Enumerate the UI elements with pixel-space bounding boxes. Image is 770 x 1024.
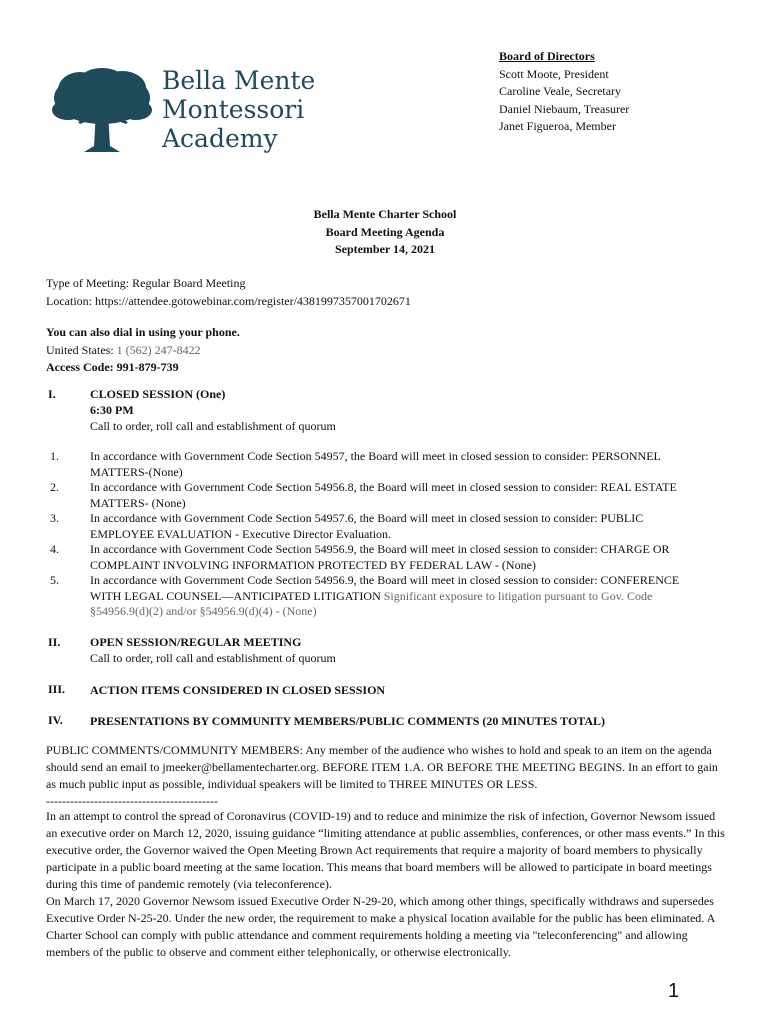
board-member: Scott Moote, President	[499, 66, 609, 81]
access-code: 991-879-739	[116, 360, 179, 374]
item-line: In accordance with Government Code Section 54956.9, the Board will meet in closed session to consider: CONFERENCE	[90, 573, 680, 587]
item-line: In accordance with Government Code Section 54957.6, the Board will meet in closed session to consider: PUBLIC	[90, 511, 644, 525]
board-member: Daniel Niebaum, Treasurer	[499, 101, 630, 116]
item-line: MATTERS-(None)	[90, 464, 183, 479]
item-line: In accordance with Government Code Section 54956.8, the Board will meet in closed session to consider: REAL ESTATE	[90, 480, 677, 494]
section-presentations: PRESENTATIONS BY COMMUNITY MEMBERS/PUBLIC COMMENTS (20 MINUTES TOTAL)	[90, 714, 606, 728]
section-action-items: ACTION ITEMS CONSIDERED IN CLOSED SESSION	[90, 683, 386, 697]
us-phone-number[interactable]: 1 (562) 247-8422	[116, 342, 201, 357]
list-item	[90, 511, 730, 542]
meeting-date: September 14, 2021	[334, 242, 436, 256]
dial-heading: You can also dial in using your phone.	[46, 325, 240, 339]
item-line: EMPLOYEE EVALUATION - Executive Director Evaluation.	[90, 526, 392, 541]
logo-wordmark	[162, 66, 315, 153]
item-line: In accordance with Government Code Section 54956.9, the Board will meet in closed session to consider: CHARGE OR	[90, 542, 670, 556]
section-closed-session	[90, 386, 336, 434]
list-item	[90, 480, 730, 511]
tree-logo-icon	[50, 68, 154, 154]
executive-order-paragraph: On March 17, 2020 Governor Newsom issued Executive Order N-29-20, which among other things, specifically withdraws and supersedes Executive Order N-25-20. Under the new order, the requirement to make a physical location available for the public has been eliminated. A Charter School can comply with public attendance and comment requirements holding a meeting via "teleconferencing" and allowing members of the public to observe and comment either telephonically, or otherwise electronically.	[46, 894, 715, 959]
board-member: Caroline Veale, Secretary	[499, 84, 622, 98]
public-comments-paragraph: PUBLIC COMMENTS/COMMUNITY MEMBERS: Any member of the audience who wishes to hold and speak to an item on the agenda should send an email to jmeeker@bellamentecharter.org. BEFORE ITEM 1.A. OR BEFORE THE MEETING BEGINS. In an effort to gain as much public input as possible, individual speakers will be limited to THREE MINUTES OR LESS.	[46, 743, 718, 791]
access-label: Access Code:	[46, 360, 117, 374]
list-item	[90, 542, 730, 573]
section-call-to-order: Call to order, roll call and establishment of quorum	[90, 419, 336, 433]
item-number: 1.	[50, 449, 59, 463]
item-number: 2.	[50, 480, 59, 494]
list-item	[90, 573, 730, 620]
section-open-session	[90, 634, 336, 666]
item-line: COMPLAINT INVOLVING INFORMATION PROTECTED BY FEDERAL LAW - (None)	[90, 557, 536, 572]
section-numeral-3: III.	[48, 682, 66, 696]
us-label: United States:	[46, 342, 117, 357]
item-number: 4.	[50, 542, 59, 556]
section-time: 6:30 PM	[90, 403, 134, 417]
item-line: MATTERS- (None)	[90, 495, 186, 510]
item-number: 3.	[50, 511, 59, 525]
meeting-location[interactable]: Location: https://attendee.gotowebinar.com/register/4381997357001702671	[46, 293, 411, 308]
list-item	[90, 449, 730, 480]
meeting-type: Type of Meeting: Regular Board Meeting	[46, 276, 246, 290]
item-line: In accordance with Government Code Section 54957, the Board will meet in closed session to consider: PERSONNEL	[90, 449, 661, 463]
section-title: OPEN SESSION/REGULAR MEETING	[90, 635, 302, 649]
section-numeral-2: II.	[48, 635, 61, 649]
dial-in-info	[46, 324, 240, 377]
board-heading: Board of Directors	[499, 49, 595, 63]
item-line: WITH LEGAL COUNSEL—ANTICIPATED LITIGATION	[90, 588, 384, 603]
agenda-title-block	[0, 206, 770, 259]
logo-line-2: Montessori	[162, 95, 305, 124]
logo-line-1: Bella Mente	[162, 66, 316, 95]
meeting-info	[46, 275, 411, 310]
section-title: CLOSED SESSION (One)	[90, 387, 226, 401]
item-number: 5.	[50, 573, 59, 587]
board-of-directors	[499, 48, 629, 136]
board-member: Janet Figueroa, Member	[499, 119, 616, 133]
divider-line: -------------------------------------------	[46, 794, 218, 808]
section-numeral-4: IV.	[48, 713, 63, 727]
school-name: Bella Mente Charter School	[313, 207, 457, 221]
section-numeral-1: I.	[48, 387, 56, 401]
covid-paragraph: In an attempt to control the spread of Coronavirus (COVID-19) and to reduce and minimize the risk of infection, Governor Newsom issued an executive order on March 12, 2020, issuing guidance “limiting attendance at public assemblies, conferences, or other mass events.” In this executive order, the Governor waived the Open Meeting Brown Act requirements that require a majority of board members to physically participate in a public board meeting at the same location. This means that board members will be allowed to participate in board meetings during this time of pandemic remotely (via teleconference).	[46, 809, 725, 891]
item-line: §54956.9(d)(2) and/or §54956.9(d)(4) - (None)	[90, 604, 317, 618]
agenda-name: Board Meeting Agenda	[325, 224, 445, 239]
item-gray-text: Significant exposure to litigation pursuant to Gov. Code	[383, 588, 653, 603]
logo-line-3: Academy	[162, 124, 278, 153]
section-call-to-order: Call to order, roll call and establishment of quorum	[90, 651, 336, 665]
page-number: 1	[668, 980, 680, 1002]
